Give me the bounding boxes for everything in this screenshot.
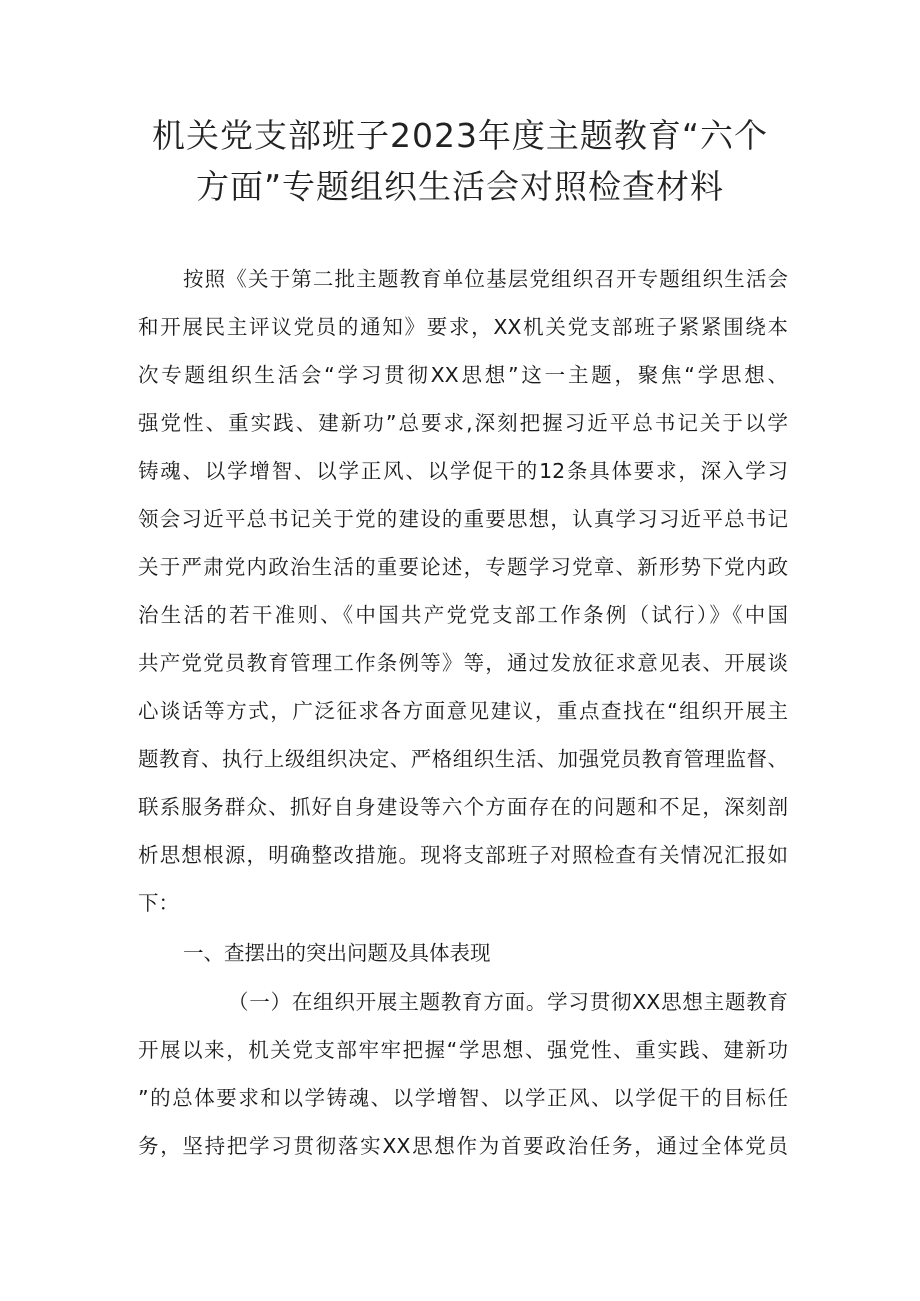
document-title-line-2: 方面”专题组织生活会对照检查材料	[195, 167, 725, 206]
paragraph-line: 按照《关于第二批主题教育单位基层党组织召开专题组织生活会	[183, 267, 788, 291]
paragraph-line: 和开展民主评议党员的通知》要求，XX机关党支部班子紧紧围绕本	[138, 315, 788, 339]
document-title-line-1: 机关党支部班子2023年度主题教育“六个	[151, 116, 769, 155]
paragraph-line: 下：	[138, 891, 179, 915]
paragraph-line: 开展以来，机关党支部牢牢把握“学思想、强党性、重实践、建新功	[138, 1038, 788, 1062]
paragraph-line: 共产党党员教育管理工作条例等》等，通过发放征求意见表、开展谈	[138, 651, 788, 675]
paragraph-line: 铸魂、以学增智、以学正风、以学促干的12条具体要求，深入学习	[138, 459, 788, 483]
paragraph-line: （一）在组织开展主题教育方面。学习贯彻XX思想主题教育	[228, 990, 788, 1014]
section-heading: 一、查摆出的突出问题及具体表现	[183, 941, 491, 965]
paragraph-line: 治生活的若干准则、《中国共产党党支部工作条例（试行）》《中国	[138, 603, 788, 627]
paragraph-line: 务，坚持把学习贯彻落实XX思想作为首要政治任务，通过全体党员	[138, 1134, 788, 1158]
paragraph-line: 析思想根源，明确整改措施。现将支部班子对照检查有关情况汇报如	[138, 843, 788, 867]
paragraph-line: 题教育、执行上级组织决定、严格组织生活、加强党员教育管理监督、	[138, 747, 788, 771]
paragraph-line: ”的总体要求和以学铸魂、以学增智、以学正风、以学促干的目标任	[138, 1086, 788, 1110]
paragraph-line: 心谈话等方式，广泛征求各方面意见建议，重点查找在“组织开展主	[138, 699, 788, 723]
paragraph-line: 次专题组织生活会“学习贯彻XX思想”这一主题，聚焦“学思想、	[138, 363, 788, 387]
paragraph-line: 强党性、重实践、建新功”总要求,深刻把握习近平总书记关于以学	[138, 411, 788, 435]
paragraph-line: 联系服务群众、抓好自身建设等六个方面存在的问题和不足，深刻剖	[138, 795, 788, 819]
paragraph-line: 领会习近平总书记关于党的建设的重要思想，认真学习习近平总书记	[138, 507, 788, 531]
paragraph-line: 关于严肃党内政治生活的重要论述，专题学习党章、新形势下党内政	[138, 555, 788, 579]
